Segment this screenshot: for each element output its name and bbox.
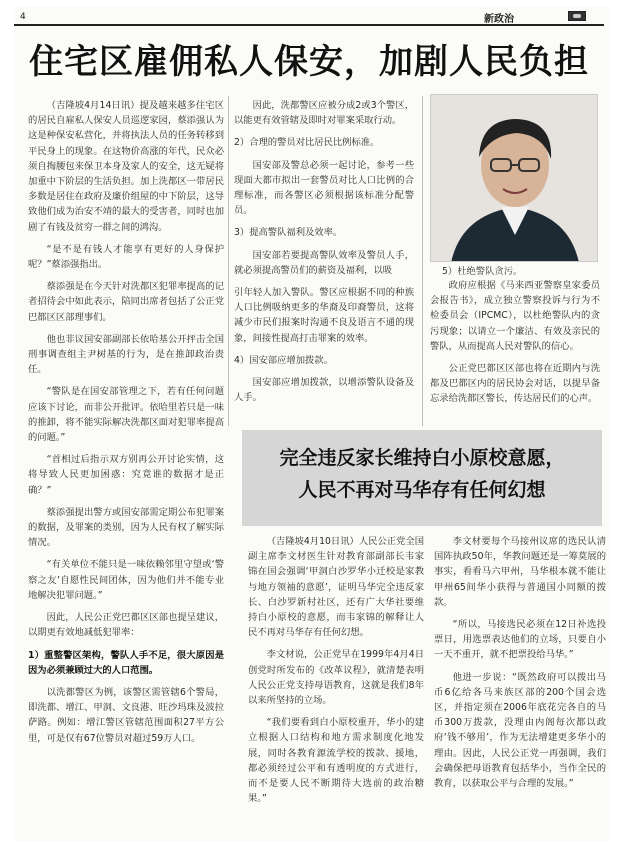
paragraph: 因此，洗都警区应被分成2或3个警区，以能更有效管辖及即时对罪案采取行动。 bbox=[234, 100, 414, 127]
paragraph: 政府应根据《马来西亚警察皇家委员会报告书》，成立独立警察投诉与行为不检委员会（IPCMC），以杜绝警队内的贪污现象；以请立一个廉洁、有效及亲民的警队，从而提高人民对警队的信心。 bbox=[430, 280, 600, 352]
paragraph: 国安部应增加拨款，以增添警队设备及人手。 bbox=[234, 377, 414, 404]
paragraph: 公正党巴都区区部也将在近期内与洗都及巴都区内的居民协会对话，以提早备忘录给洗都区警长，传达居民们的心声。 bbox=[430, 363, 600, 405]
paragraph: 因此，人民公正党巴都区区部也提呈建议，以期更有效地减低犯罪率： bbox=[28, 612, 224, 639]
paragraph: “有关单位不能只是一味依赖邻里守望或‘警察之友’自愿性民间团体，因为他们并不能专业地解决犯罪问题。” bbox=[28, 559, 224, 601]
paragraph: 国安部若要提高警队效率及警员人手，就必须提高警员们的薪资及福利，以吸 bbox=[234, 249, 414, 276]
secondary-headline bbox=[242, 442, 602, 506]
page-header bbox=[14, 10, 604, 26]
article1-column3 bbox=[430, 278, 600, 438]
paragraph: “所以，马接选民必须在12日补选投票日，用选票表达他们的立场，只要自小一天不重开，就不把票投给马华。” bbox=[434, 619, 606, 661]
paragraph: 李文材要每个马接州议席的选民认清国阵执政50年，华教问题还是一筹莫展的事实，看看马六甲州，马华根本就不能让甲州65间华小获得与普通国小同额的拨款。 bbox=[434, 536, 606, 608]
article2-column1 bbox=[248, 534, 424, 834]
paragraph: 李文材说，公正党早在1999年4月4日创党时所发布的《改革议程》，就清楚表明人民公正党支持母语教育，这就是我们8年以来所坚持的立场。 bbox=[248, 649, 424, 707]
paragraph: 引年轻人加入警队。警区应根据不同的种族人口比例吸纳更多的华裔及印裔警员，这将减少市民们报案时沟通不良及语言不通的现象，间接性提高打击罪案的效率。 bbox=[234, 287, 414, 344]
subheading: 2）合理的警员对比居民比例标准。 bbox=[234, 137, 380, 149]
paragraph: “警队是在国安部管理之下，若有任何问题应该下讨论，而非公开批评。依哈里若只是一味的推卸，将不能实际解决洗都区面对犯罪率提高的问题。” bbox=[28, 386, 224, 444]
secondary-headline-line2: 人民不再对马华存有任何幻想 bbox=[298, 479, 546, 501]
column-divider bbox=[422, 96, 423, 426]
page-number: 4 bbox=[20, 12, 26, 22]
subheading: 4）国安部应增加拨款。 bbox=[234, 354, 333, 366]
article1-column1 bbox=[28, 98, 224, 838]
article1-column2 bbox=[234, 98, 414, 418]
paragraph: “首相过后指示双方别再公开讨论实情，这将导致人民更加困惑：究竟谁的数据才是正确？” bbox=[28, 454, 224, 496]
subheading: 1）重整警区架构，警队人手不足，很大原因是因为必须兼顾过大的人口范围。 bbox=[28, 649, 224, 676]
masthead-title: 新政治 bbox=[484, 14, 514, 25]
paragraph: 蔡添强是在今天针对洗都区犯罪率提高的记者招待会中如此表示，陪同出席者包括了公正党巴都区区部理事们。 bbox=[28, 281, 224, 323]
subheading: 3）提高警队福利及效率。 bbox=[234, 227, 343, 239]
paragraph: 蔡添强提出警方或国安部需定期公布犯罪案的数据，及罪案的类别，因为人民有权了解实际情况。 bbox=[28, 506, 224, 549]
photo-caption: 5）杜绝警队贪污。 bbox=[442, 266, 523, 277]
paragraph: 他进一步说：“既然政府可以拨出马币6亿给各马来族区部的200个国会选区，并指定须在2006年底花完各自的马币300万拨款，没理由内阁每次都以政府‘钱不够用’，作为无法增建更多华小的理由。因此，人民公正党一再强调，我们会确保把母语教育包括华小，当作全民的教育，以获取公平与合理的发展。” bbox=[434, 671, 606, 790]
newspaper-page bbox=[14, 6, 610, 842]
main-headline: 住宅区雇佣私人保安，加剧人民负担 bbox=[29, 42, 589, 82]
article2-column2 bbox=[434, 534, 606, 834]
column-divider bbox=[228, 96, 229, 426]
portrait-illustration bbox=[431, 95, 598, 262]
paragraph: 以洗都警区为例，该警区需管辖6个警局，即洗都、增江、甲洞、文良港、旺沙玛珠及波拉萨路。例如：增江警区管辖范围面积27平方公里，可是仅有67位警员对超过59万人口。 bbox=[28, 686, 224, 744]
paragraph: “我们要看到白小原校重开，华小的建立根据人口结构和地方需求制度化地发展，同时各教育源流学校的拨款、援地，都必须经过公平和有透明度的方式进行，而不是要人民不断期待大选前的政治糖果。” bbox=[248, 717, 424, 805]
paragraph: 国安部及警总必须一起讨论，参考一些现面大都市拟出一套警员对比人口比例的合理标准，而各警区必须根据该标准分配警员。 bbox=[234, 159, 414, 217]
paragraph: （吉隆坡4月10日讯）人民公正党全国副主席李文材医生针对教育部副部长韦家锦在国会强调‘甲洞白沙罗华小迁校是家教与地方领袖的意愿’，证明马华完全违反家长、白沙罗新村社区，还有广大华社要维持白小原校的意愿，而韦家锦的解释让人民不再对马华存有任何幻想。 bbox=[248, 536, 424, 639]
paragraph: （吉隆坡4月14日讯）提及越来越多住宅区的居民自雇私人保安人员巡逻家园，蔡添强认为这是种保安私营化，并将执法人员的任务转移到平民身上的现象。在这物价高涨的年代，民众必须自掏腰包来保卫本身及家人的安全，这无疑将加重中下阶层的生活负担。加上洗都区一带居民多数是居住在政府及廉价组屋的中下阶层，这导致他们成为治安不靖的最大的受害者，同时也加剧了有钱及贫穷一群之间的鸿沟。 bbox=[28, 100, 224, 233]
masthead-logo-icon bbox=[568, 11, 586, 21]
secondary-headline-line1: 完全违反家长维持白小原校意愿， bbox=[279, 447, 565, 469]
paragraph: “是不是有钱人才能享有更好的人身保护呢？”蔡添强指出。 bbox=[28, 243, 224, 271]
paragraph: 他也非议国安部副部长依哈基公开抨击全国刑事调查组主尹树基的行为，是在推卸政治责任。 bbox=[28, 333, 224, 376]
portrait-photo bbox=[430, 94, 598, 262]
